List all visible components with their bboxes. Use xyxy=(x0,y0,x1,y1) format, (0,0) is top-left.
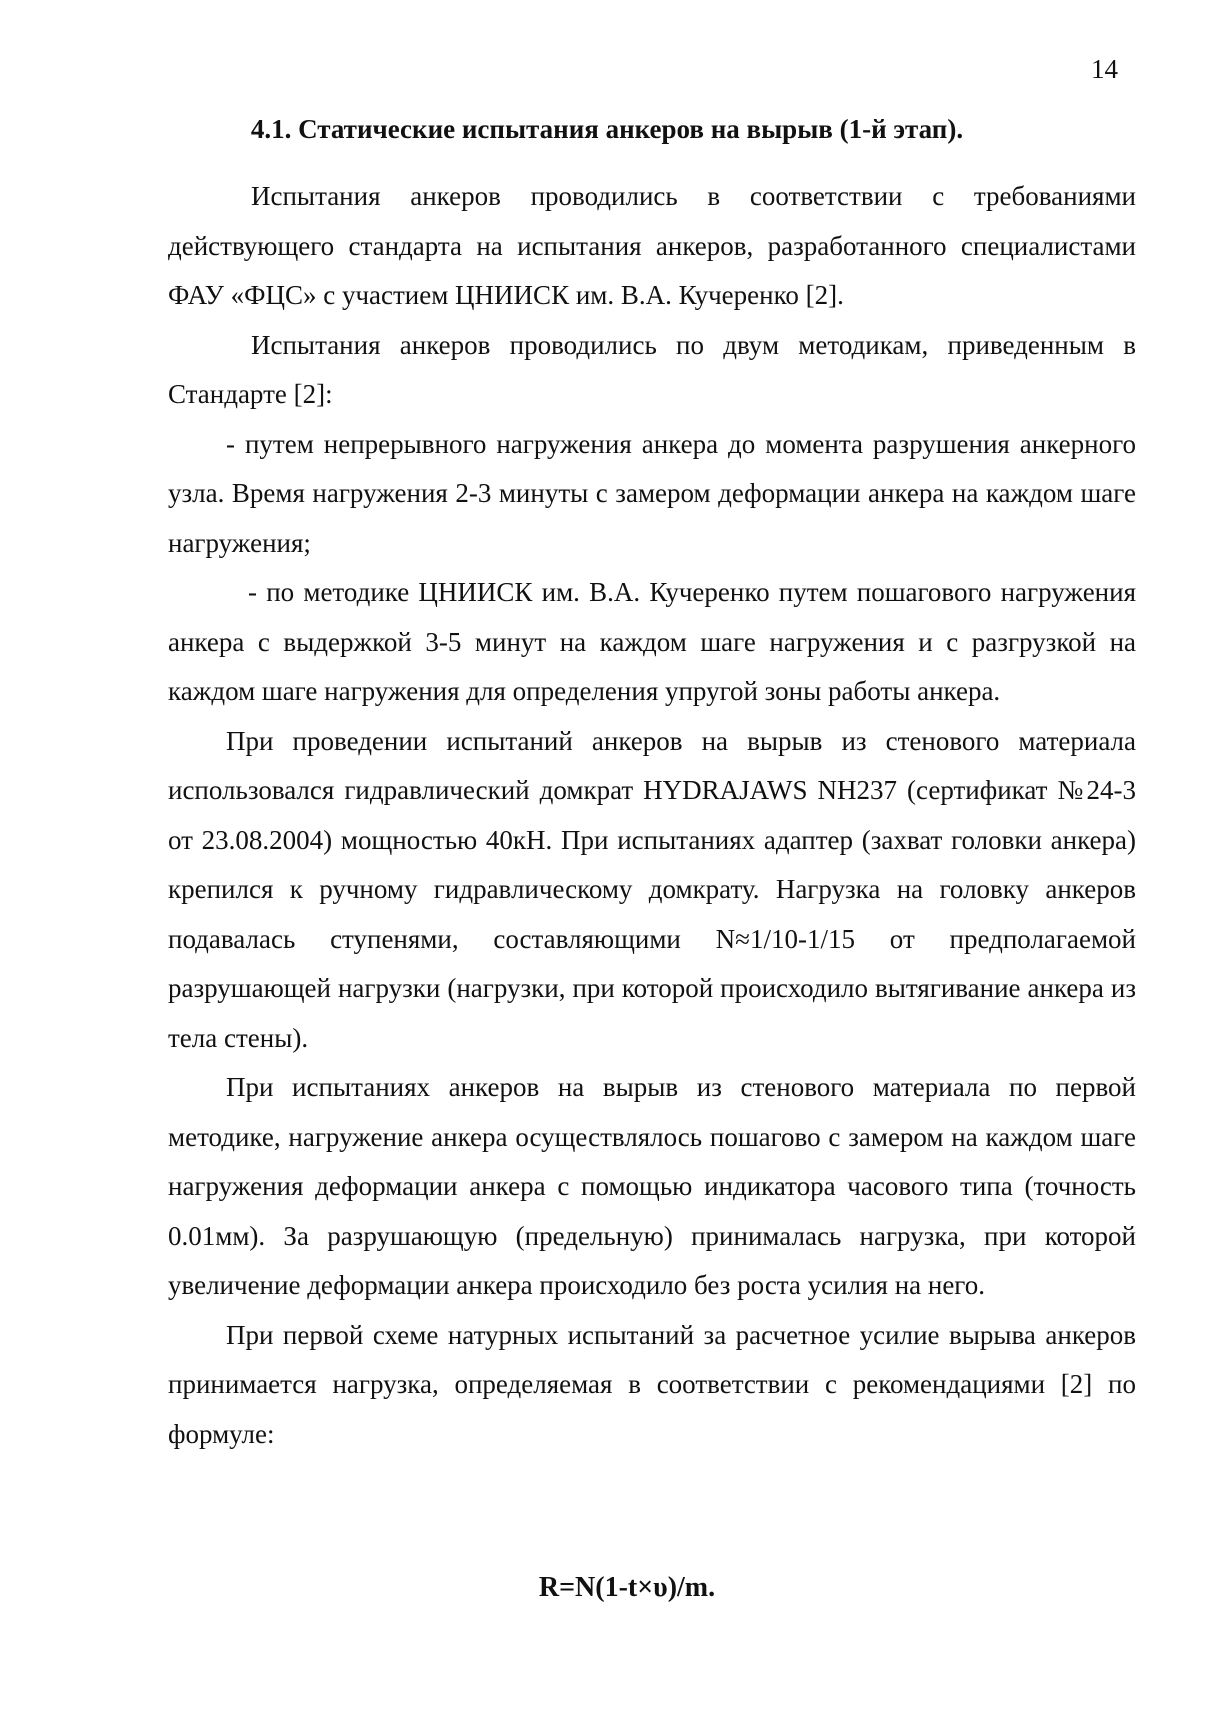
formula: R=N(1-t×υ)/m. xyxy=(538,1572,716,1603)
paragraph: При первой схеме натурных испытаний за расчетное усилие вырыва анкеров принимается нагрузка, определяемая в соответствии с рекомендациями [2] по формуле: xyxy=(168,1319,1136,1449)
section-heading: 4.1. Статические испытания анкеров на вырыв (1-й этап). xyxy=(250,114,964,144)
body-text xyxy=(168,172,1136,1459)
bullet-item: - путем непрерывного нагружения анкера до момента разрушения анкерного узла. Время нагружения 2-3 минуты с замером деформации анкера на каждом шаге нагружения; xyxy=(168,428,1136,558)
paragraph: При проведении испытаний анкеров на вырыв из стенового материала использовался гидравлический домкрат HYDRAJAWS NH237 (сертификат №24-3 от 23.08.2004) мощностью 40кН. При испытаниях адаптер (захват головки анкера) крепился к ручному гидравлическому домкрату. Нагрузка на головку анкеров подавалась ступенями, составляющими N≈1/10-1/15 от предполагаемой разрушающей нагрузки (нагрузки, при которой происходило вытягивание анкера из тела стены). xyxy=(168,725,1136,1053)
page-number: 14 xyxy=(1091,54,1118,84)
paragraph: Испытания анкеров проводились в соответствии с требованиями действующего стандарта на испытания анкеров, разработанного специалистами ФАУ «ФЦС» с участием ЦНИИСК им. В.А. Кучеренко [2]. xyxy=(168,181,1136,310)
paragraph: Испытания анкеров проводились по двум методикам, приведенным в Стандарте [2]: xyxy=(168,329,1136,409)
bullet-item: - по методике ЦНИИСК им. В.А. Кучеренко путем пошагового нагружения анкера с выдержкой 3-5 минут на каждом шаге нагружения и с разгрузкой на каждом шаге нагружения для определения упругой зоны работы анкера. xyxy=(168,577,1136,706)
paragraph: При испытаниях анкеров на вырыв из стенового материала по первой методике, нагружение анкера осуществлялось пошагово с замером на каждом шаге нагружения деформации анкера с помощью индикатора часового типа (точность 0.01мм). За разрушающую (предельную) принималась нагрузка, при которой увеличение деформации анкера происходило без роста усилия на него. xyxy=(168,1072,1136,1300)
